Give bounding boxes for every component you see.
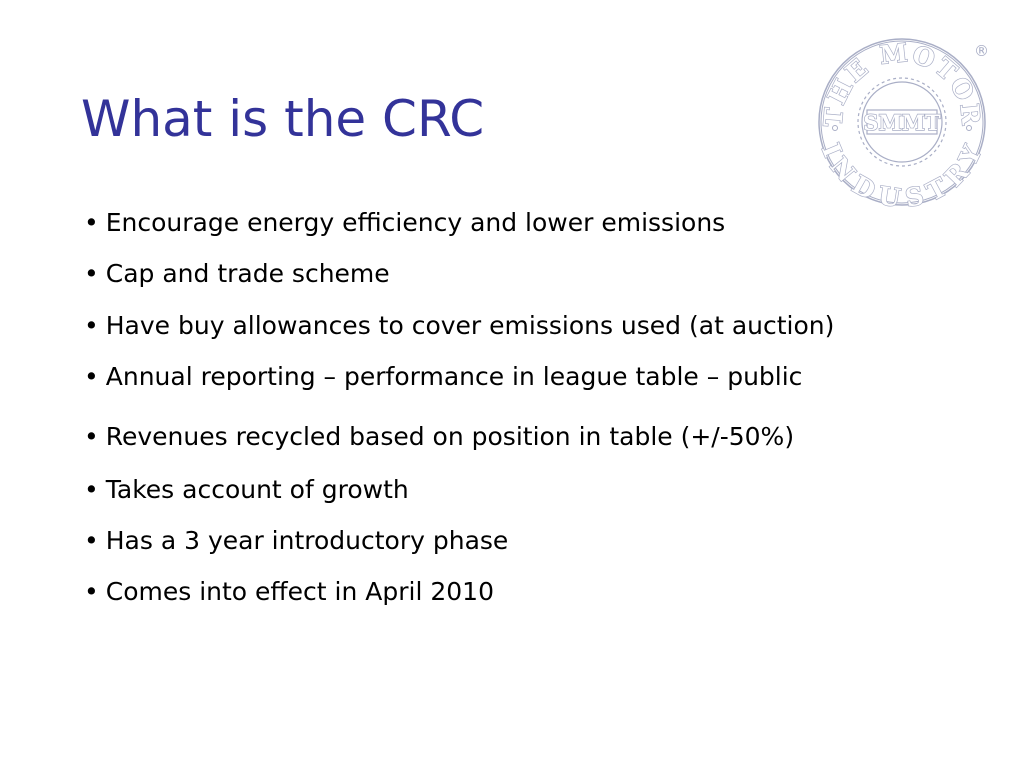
bullet-text: Annual reporting – performance in league table – public <box>105 362 803 391</box>
bullet-dot: • <box>84 311 99 340</box>
bullet-dot: • <box>84 577 99 606</box>
bullet-item <box>84 258 390 290</box>
bullet-dot: • <box>84 208 99 237</box>
bullet-dot: • <box>84 422 99 451</box>
bullet-item <box>84 576 494 608</box>
bullet-item <box>84 207 725 239</box>
bullet-text: Comes into effect in April 2010 <box>105 577 494 606</box>
bullet-item <box>84 421 794 453</box>
bullet-dot: • <box>84 475 99 504</box>
logo-top-text: THE MOTOR <box>818 37 986 128</box>
registered-mark: ® <box>974 42 989 60</box>
bullet-item <box>84 361 802 393</box>
bullet-dot: • <box>84 362 99 391</box>
bullet-text: Have buy allowances to cover emissions used (at auction) <box>105 311 835 340</box>
bullet-text: Has a 3 year introductory phase <box>105 526 509 555</box>
bullet-item <box>84 310 834 342</box>
bullet-item <box>84 474 409 506</box>
logo-bottom-text: INDUSTRY <box>816 139 988 208</box>
slide-title: What is the CRC <box>81 90 485 148</box>
logo-center-text: SMMT <box>863 110 941 135</box>
bullet-text: Cap and trade scheme <box>105 259 390 288</box>
bullet-item <box>84 525 508 557</box>
smmt-logo <box>816 36 994 208</box>
bullet-dot: • <box>84 526 99 555</box>
bullet-text: Encourage energy efficiency and lower emissions <box>105 208 726 237</box>
bullet-dot: • <box>84 259 99 288</box>
bullet-text: Takes account of growth <box>105 475 409 504</box>
bullet-text: Revenues recycled based on position in table (+/-50%) <box>105 422 795 451</box>
